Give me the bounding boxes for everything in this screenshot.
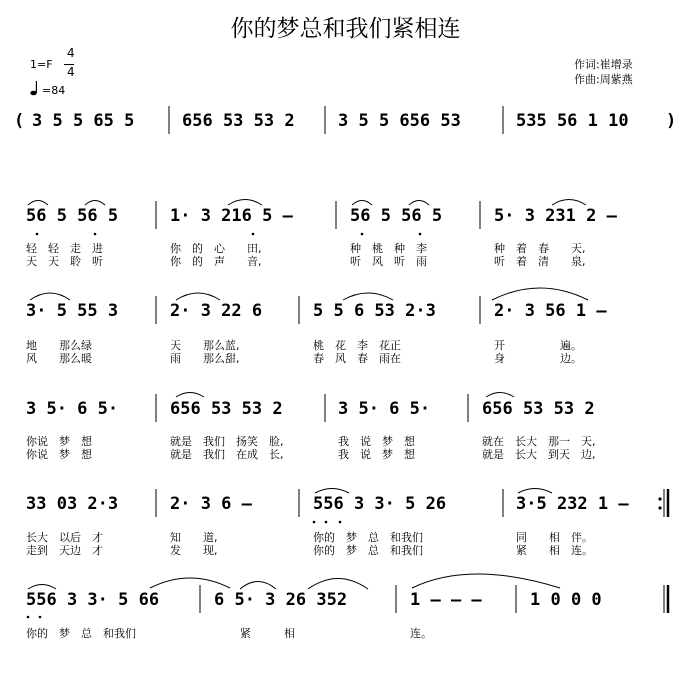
row3-bar1: 3· 5 55 3 [26, 301, 119, 321]
slur [352, 201, 372, 206]
row4-lyric1-bar4: 就在 长大 那一 天, [482, 435, 596, 448]
row3-lyric2-bar1: 风 那么暖 [26, 352, 103, 365]
tie [412, 574, 560, 588]
slur [85, 201, 105, 206]
row2-lyric1-bar1: 轻 轻 走 进 [26, 242, 103, 255]
slur [518, 489, 552, 494]
row4-bar3: 3 5· 6 5· [338, 399, 431, 419]
low-octave-dot [325, 521, 328, 524]
low-octave-dot [36, 233, 39, 236]
lyricist-credit: 作词:崔增录 [574, 58, 633, 71]
row2-bar2: 1· 3 216 5 – [170, 206, 293, 226]
low-octave-dot [27, 616, 30, 619]
row2-lyric1-bar4: 种 着 春 天, [494, 242, 586, 255]
row6-bar4: 1 0 0 0 [530, 590, 602, 610]
row3-lyric2-bar2: 雨 那么甜, [170, 352, 240, 365]
row1-bar2: 656 53 53 2 [182, 111, 295, 131]
row5-bar4: 3·5 232 1 – [516, 494, 629, 514]
row5-lyric1-bar4: 同 相 伴。 [516, 531, 593, 544]
row4-lyric2-bar3: 我 说 梦 想 [338, 448, 415, 461]
slur [240, 582, 276, 590]
row6-lyric1-bar1: 你的 梦 总 和我们 [26, 627, 136, 640]
row4-bar4: 656 53 53 2 [482, 399, 595, 419]
row3-lyric1-bar4: 开 遍。 [494, 339, 582, 352]
low-octave-dot [313, 521, 316, 524]
row5-lyric1-bar1: 长大 以后 才 [26, 531, 103, 544]
song-title: 你的梦总和我们紧相连 [230, 16, 461, 42]
repeat-close-paren: ) [666, 111, 677, 131]
row2-bar1: 56 5 56 5 [26, 206, 119, 226]
repeat-dot [658, 506, 661, 509]
row5-lyric2-bar2: 发 现, [170, 544, 218, 557]
row4-bar1: 3 5· 6 5· [26, 399, 119, 419]
slur [552, 200, 586, 206]
slur [28, 585, 56, 590]
row3-lyric2-bar4: 身 边。 [494, 352, 582, 365]
slur [28, 201, 48, 206]
low-octave-dot [361, 233, 364, 236]
slur [150, 578, 230, 588]
row5-bar3: 556 3 3· 5 26 [313, 494, 447, 514]
row5-lyric1-bar2: 知 道, [170, 531, 218, 544]
slur [30, 293, 70, 300]
row5-lyric2-bar1: 走到 天边 才 [26, 544, 103, 557]
time-signature-bottom: 4 [67, 65, 75, 79]
row5-bar1: 33 03 2·3 [26, 494, 119, 514]
slur [343, 293, 393, 300]
composer-credit: 作曲:周紫燕 [574, 73, 633, 86]
time-signature-top: 4 [67, 46, 75, 60]
row2-bar3: 56 5 56 5 [350, 206, 443, 226]
row3-lyric1-bar2: 天 那么蓝, [170, 339, 240, 352]
row4-lyric1-bar3: 我 说 梦 想 [338, 435, 415, 448]
row6-bar2: 6 5· 3 26 352 [214, 590, 348, 610]
row4-lyric2-bar4: 就是 长大 到天 边, [482, 448, 596, 461]
row2-lyric2-bar4: 听 着 清 泉, [494, 255, 586, 268]
row6-lyric1-bar2: 紧 相 [240, 627, 295, 640]
slur [492, 288, 588, 300]
row2-lyric2-bar3: 听 风 听 雨 [350, 255, 427, 268]
repeat-dot [658, 497, 661, 500]
slur [486, 393, 514, 398]
slur [176, 293, 220, 300]
low-octave-dot [94, 233, 97, 236]
row2-lyric2-bar2: 你 的 声 音, [170, 255, 262, 268]
slur [228, 200, 262, 206]
low-octave-dot [419, 233, 422, 236]
row5-lyric1-bar3: 你的 梦 总 和我们 [313, 531, 423, 544]
row6-bar3: 1 – – – [410, 590, 482, 610]
row3-bar4: 2· 3 56 1 – [494, 301, 607, 321]
row5-lyric2-bar4: 紧 相 连。 [516, 544, 593, 557]
row4-lyric1-bar2: 就是 我们 扬笑 脸, [170, 435, 284, 448]
row5-lyric2-bar3: 你的 梦 总 和我们 [313, 544, 423, 557]
row3-lyric2-bar3: 春 风 春 雨在 [313, 352, 401, 365]
slur [315, 489, 349, 494]
row5-bar2: 2· 3 6 – [170, 494, 252, 514]
low-octave-dot [339, 521, 342, 524]
row1-bar3: 3 5 5 656 53 [338, 111, 461, 131]
row4-bar2: 656 53 53 2 [170, 399, 283, 419]
key-signature: 1=F [30, 58, 53, 71]
row2-lyric2-bar1: 天 天 聆 听 [26, 255, 103, 268]
row3-bar2: 2· 3 22 6 [170, 301, 263, 321]
row3-bar3: 5 5 6 53 2·3 [313, 301, 436, 321]
slur [176, 393, 204, 398]
repeat-open-paren: ( [14, 111, 25, 131]
row4-lyric1-bar1: 你说 梦 想 [26, 435, 92, 448]
low-octave-dot [39, 616, 42, 619]
row2-lyric1-bar2: 你 的 心 田, [170, 242, 262, 255]
row4-lyric2-bar1: 你说 梦 想 [26, 448, 92, 461]
row6-bar1: 556 3 3· 5 66 [26, 590, 160, 610]
row1-bar4: 535 56 1 10 [516, 111, 629, 131]
tempo-marking: =84 [42, 84, 66, 97]
slur [409, 201, 429, 206]
row1-bar1: 3 5 5 65 5 [32, 111, 135, 131]
row4-lyric2-bar2: 就是 我们 在成 长, [170, 448, 284, 461]
row3-lyric1-bar3: 桃 花 李 花正 [313, 339, 401, 352]
row2-bar4: 5· 3 231 2 – [494, 206, 617, 226]
row3-lyric1-bar1: 地 那么绿 [26, 339, 103, 352]
row2-lyric1-bar3: 种 桃 种 李 [350, 242, 427, 255]
low-octave-dot [252, 233, 255, 236]
slur [308, 579, 368, 590]
row6-lyric1-bar3: 连。 [410, 627, 432, 640]
